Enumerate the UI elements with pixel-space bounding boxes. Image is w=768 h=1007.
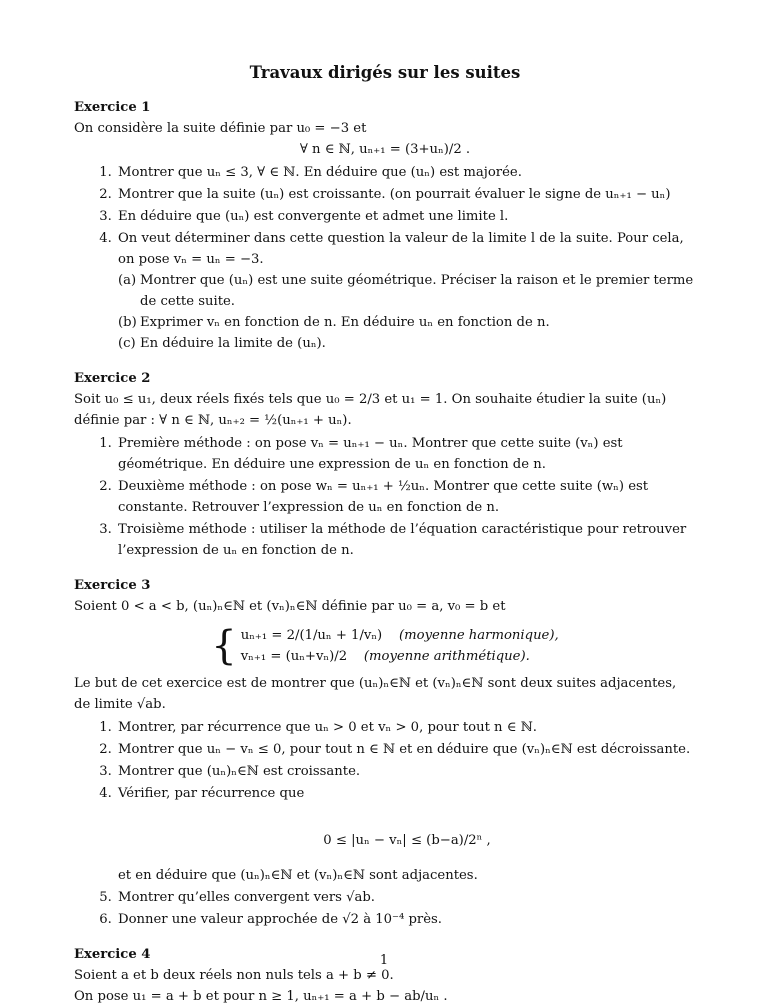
exercise-3-intro: Soient 0 < a < b, (uₙ)ₙ∈ℕ et (vₙ)ₙ∈ℕ définie par u₀ = a, v₀ = b et [74,599,506,614]
exercise-1-formula: ∀ n ∈ ℕ, uₙ₊₁ = (3+uₙ)/2 . [299,142,471,157]
exercise-1-subquestions [118,270,696,354]
list-item: 6. Donner une valeur approchée de √2 à 10⁻⁴ près. [116,909,696,930]
exercise-3-system [74,625,696,667]
list-item: 3. En déduire que (uₙ) est convergente et admet une limite l. [116,206,696,227]
exercise-3-heading: Exercice 3 [74,578,151,593]
list-item: (a) Montrer que (uₙ) est une suite géométrique. Préciser la raison et le premier terme de cette suite. [118,273,694,309]
exercise-1-questions [74,162,696,354]
exercise-3-questions [74,717,696,930]
list-item: 5. Montrer qu’elles convergent vers √ab. [116,887,696,908]
exercise-2-questions [74,433,696,561]
document-title: Travaux dirigés sur les suites [249,63,521,82]
document-page [74,62,696,1007]
list-item: 1. Première méthode : on pose vₙ = uₙ₊₁ − uₙ. Montrer que cette suite (vₙ) est géométrique. En déduire une expression de uₙ en fonction de n. [116,433,696,475]
list-item: 4. Vérifier, par récurrence que 0 ≤ |uₙ − vₙ| ≤ (b−a)/2ⁿ , et en déduire que (uₙ)ₙ∈ℕ et (vₙ)ₙ∈ℕ sont adjacentes. [116,783,696,886]
exercise-3-goal: Le but de cet exercice est de montrer que (uₙ)ₙ∈ℕ et (vₙ)ₙ∈ℕ sont deux suites adjacentes, de limite √ab. [74,676,677,712]
exercise-1-heading: Exercice 1 [74,100,151,115]
list-item: 2. Deuxième méthode : on pose wₙ = uₙ₊₁ + ½uₙ. Montrer que cette suite (wₙ) est constante. Retrouver l’expression de uₙ en fonction de n. [116,476,696,518]
exercise-4-line-2: On pose u₁ = a + b et pour n ≥ 1, uₙ₊₁ = a + b − ab/uₙ . [74,989,448,1004]
exercise-4-line-1: Soient a et b deux réels non nuls tels a + b ≠ 0. [74,968,394,983]
page-number: 1 [379,953,389,968]
list-item: (b) Exprimer vₙ en fonction de n. En déduire uₙ en fonction de n. [118,315,550,330]
system-row-arithmetic: vₙ₊₁ = (uₙ+vₙ)/2 (moyenne arithmétique). [240,649,530,664]
list-item: 3. Montrer que (uₙ)ₙ∈ℕ est croissante. [116,761,696,782]
brace-icon: { [211,623,237,669]
list-item: 2. Montrer que la suite (uₙ) est croissante. (on pourrait évaluer le signe de uₙ₊₁ − uₙ) [116,184,696,205]
exercise-4-heading: Exercice 4 [74,947,151,962]
exercise-3-conclusion: et en déduire que (uₙ)ₙ∈ℕ et (vₙ)ₙ∈ℕ sont adjacentes. [118,868,478,883]
list-item: 1. Montrer que uₙ ≤ 3, ∀ ∈ ℕ. En déduire que (uₙ) est majorée. [116,162,696,183]
exercise-3-inequality: 0 ≤ |uₙ − vₙ| ≤ (b−a)/2ⁿ , [323,833,491,848]
list-item: (c) En déduire la limite de (uₙ). [118,336,326,351]
list-item: 2. Montrer que uₙ − vₙ ≤ 0, pour tout n ∈ ℕ et en déduire que (vₙ)ₙ∈ℕ est décroissante. [116,739,696,760]
list-item: 1. Montrer, par récurrence que uₙ > 0 et vₙ > 0, pour tout n ∈ ℕ. [116,717,696,738]
list-item: 4. On veut déterminer dans cette question la valeur de la limite l de la suite. Pour cela, on pose vₙ = uₙ = −3. (a) Montrer que (uₙ) est une suite géométrique. Préciser la raison et le premier terme de cette suite. (b) Exprimer vₙ en fonction de n. En déduire uₙ en fonction de n. (c) En déduire la limite de (uₙ). [116,228,696,354]
system-row-harmonic: uₙ₊₁ = 2/(1/uₙ + 1/vₙ) (moyenne harmonique), [240,628,559,643]
list-item: 3. Troisième méthode : utiliser la méthode de l’équation caractéristique pour retrouver l’expression de uₙ en fonction de n. [116,519,696,561]
exercise-2-intro: Soit u₀ ≤ u₁, deux réels fixés tels que u₀ = 2/3 et u₁ = 1. On souhaite étudier la suite (uₙ) définie par : ∀ n ∈ ℕ, uₙ₊₂ = ½(uₙ₊₁ + uₙ). [74,392,667,428]
exercise-2-heading: Exercice 2 [74,371,151,386]
exercise-1-intro: On considère la suite définie par u₀ = −3 et [74,121,367,136]
